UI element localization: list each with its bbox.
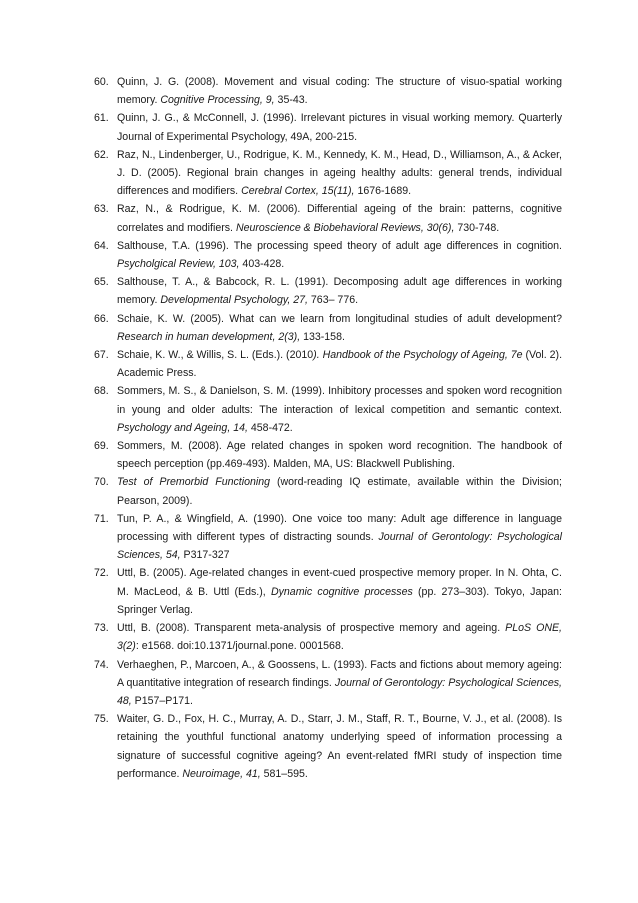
reference-text: Tun, P. A., & Wingfield, A. (1990). One voice too many: Adult age difference in language processing with different types of distracting sounds. bbox=[117, 512, 562, 544]
reference-source-italic: Journal of Gerontology: Psychological Sciences, 54, bbox=[117, 531, 562, 562]
reference-entry bbox=[94, 564, 562, 619]
reference-number: 69. bbox=[94, 440, 109, 453]
reference-number: 62. bbox=[94, 148, 109, 161]
reference-text: Raz, N., Lindenberger, U., Rodrigue, K. M., Kennedy, K. M., Head, D., Williamson, A., & Acker, J. D. (2005). Regional brain changes in ageing healthy adults: general trends, individual differences and modifiers. bbox=[117, 148, 562, 198]
reference-source-italic: PLoS ONE, 3(2) bbox=[117, 622, 562, 653]
reference-number: 70. bbox=[94, 476, 109, 489]
reference-entry bbox=[94, 73, 562, 109]
reference-text: Schaie, K. W. (2005). What can we learn from longitudinal studies of adult development? bbox=[117, 312, 562, 325]
reference-entry bbox=[94, 346, 562, 382]
reference-list bbox=[94, 73, 562, 783]
reference-source-italic: Research in human development, 2(3), bbox=[117, 330, 301, 343]
reference-text: Salthouse, T.A. (1996). The processing speed theory of adult age differences in cognition. bbox=[117, 239, 562, 252]
reference-text: Waiter, G. D., Fox, H. C., Murray, A. D., Starr, J. M., Staff, R. T., Bourne, V. J., et al. (2008). Is retaining the youthful functional anatomy underlying speed of information processing a signature of successful cognitive ageing? An event-related fMRI study of inspection time performance. bbox=[117, 713, 562, 780]
reference-text: Quinn, J. G., & McConnell, J. (1996). Irrelevant pictures in visual working memory. Quarterly Journal of Experimental Psychology, 49A, 200-215. bbox=[117, 112, 562, 143]
reference-source-italic: Cognitive Processing, 9, bbox=[160, 94, 275, 107]
reference-entry bbox=[94, 619, 562, 655]
reference-entry bbox=[94, 437, 562, 473]
reference-source-italic: Neuroscience & Biobehavioral Reviews, 30(6), bbox=[235, 221, 455, 234]
reference-text: Uttl, B. (2008). Transparent meta-analysis of prospective memory and ageing. bbox=[117, 622, 506, 635]
reference-source-italic: Dynamic cognitive processes bbox=[270, 585, 413, 598]
reference-number: 75. bbox=[94, 713, 109, 726]
reference-number: 72. bbox=[94, 567, 109, 580]
reference-source-italic: Developmental Psychology, 27, bbox=[160, 294, 308, 307]
reference-number: 71. bbox=[94, 512, 109, 525]
reference-entry bbox=[94, 200, 562, 236]
reference-source-italic: Journal of Gerontology: Psychological Sciences, 48, bbox=[117, 676, 562, 707]
reference-text: 133-158. bbox=[300, 330, 345, 343]
reference-text: Sommers, M. (2008). Age related changes in spoken word recognition. The handbook of speech perception (pp.469-493). Malden, MA, US: Blackwell Publishing. bbox=[117, 440, 562, 471]
reference-entry bbox=[94, 109, 562, 145]
reference-source-italic: Psycholgical Review, 103, bbox=[117, 258, 240, 271]
reference-entry bbox=[94, 237, 562, 273]
reference-source-italic: Test of Premorbid Functioning bbox=[117, 476, 271, 489]
reference-text: (pp. 273–303). Tokyo, Japan: Springer Verlag. bbox=[117, 585, 562, 616]
reference-number: 74. bbox=[94, 658, 109, 671]
reference-text: : e1568. doi:10.1371/journal.pone. 0001568. bbox=[135, 640, 344, 653]
reference-text: Salthouse, T. A., & Babcock, R. L. (1991). Decomposing adult age differences in working memory. bbox=[117, 276, 562, 307]
reference-entry bbox=[94, 273, 562, 309]
reference-text: Verhaeghen, P., Marcoen, A., & Goossens, L. (1993). Facts and fictions about memory ageing: A quantitative integration of research findings. bbox=[117, 658, 562, 689]
reference-entry bbox=[94, 656, 562, 711]
reference-entry bbox=[94, 310, 562, 346]
reference-text: 35-43. bbox=[274, 94, 308, 107]
reference-text: P157–P171. bbox=[131, 694, 193, 707]
reference-text: 763– 776. bbox=[307, 294, 359, 307]
reference-entry bbox=[94, 473, 562, 509]
reference-text: (word-reading IQ estimate, available within the Division; Pearson, 2009). bbox=[117, 476, 562, 507]
reference-number: 60. bbox=[94, 76, 109, 88]
reference-text: Raz, N., & Rodrigue, K. M. (2006). Differential ageing of the brain: patterns, cognitive correlates and modifiers. bbox=[117, 203, 562, 234]
reference-text: Quinn, J. G. (2008). Movement and visual coding: The structure of visuo-spatial working memory. bbox=[117, 76, 562, 107]
reference-text: 458-472. bbox=[247, 421, 293, 434]
reference-text: 730-748. bbox=[454, 221, 500, 234]
reference-source-italic: ). Handbook of the Psychology of Ageing, 7e bbox=[313, 349, 523, 362]
reference-text: P317-327 bbox=[180, 549, 230, 562]
reference-source-italic: Psychology and Ageing, 14, bbox=[117, 421, 248, 434]
reference-text: (Vol. 2). Academic Press. bbox=[117, 349, 563, 380]
reference-number: 66. bbox=[94, 312, 109, 325]
reference-number: 63. bbox=[94, 203, 109, 216]
reference-number: 65. bbox=[94, 276, 109, 289]
reference-entry bbox=[94, 710, 562, 783]
reference-text: 403-428. bbox=[239, 258, 285, 271]
reference-source-italic: Cerebral Cortex, 15(11), bbox=[241, 185, 355, 198]
reference-text: 1676-1689. bbox=[354, 185, 412, 198]
reference-number: 67. bbox=[94, 349, 109, 362]
reference-text: Uttl, B. (2005). Age-related changes in event-cued prospective memory proper. In N. Ohta, C. M. MacLeod, & B. Uttl (Eds.), bbox=[117, 567, 562, 598]
reference-text: Sommers, M. S., & Danielson, S. M. (1999). Inhibitory processes and spoken word recognition in young and older adults: The interaction of lexical competition and semantic context. bbox=[117, 385, 562, 416]
reference-number: 61. bbox=[94, 112, 109, 125]
reference-text: Schaie, K. W., & Willis, S. L. (Eds.). (2010 bbox=[117, 349, 314, 362]
reference-entry bbox=[94, 382, 562, 437]
reference-text: 581–595. bbox=[260, 767, 308, 780]
reference-number: 64. bbox=[94, 239, 109, 252]
reference-entry bbox=[94, 510, 562, 565]
reference-entry bbox=[94, 146, 562, 201]
reference-number: 73. bbox=[94, 622, 109, 635]
reference-number: 68. bbox=[94, 385, 109, 398]
reference-source-italic: Neuroimage, 41, bbox=[182, 767, 261, 780]
